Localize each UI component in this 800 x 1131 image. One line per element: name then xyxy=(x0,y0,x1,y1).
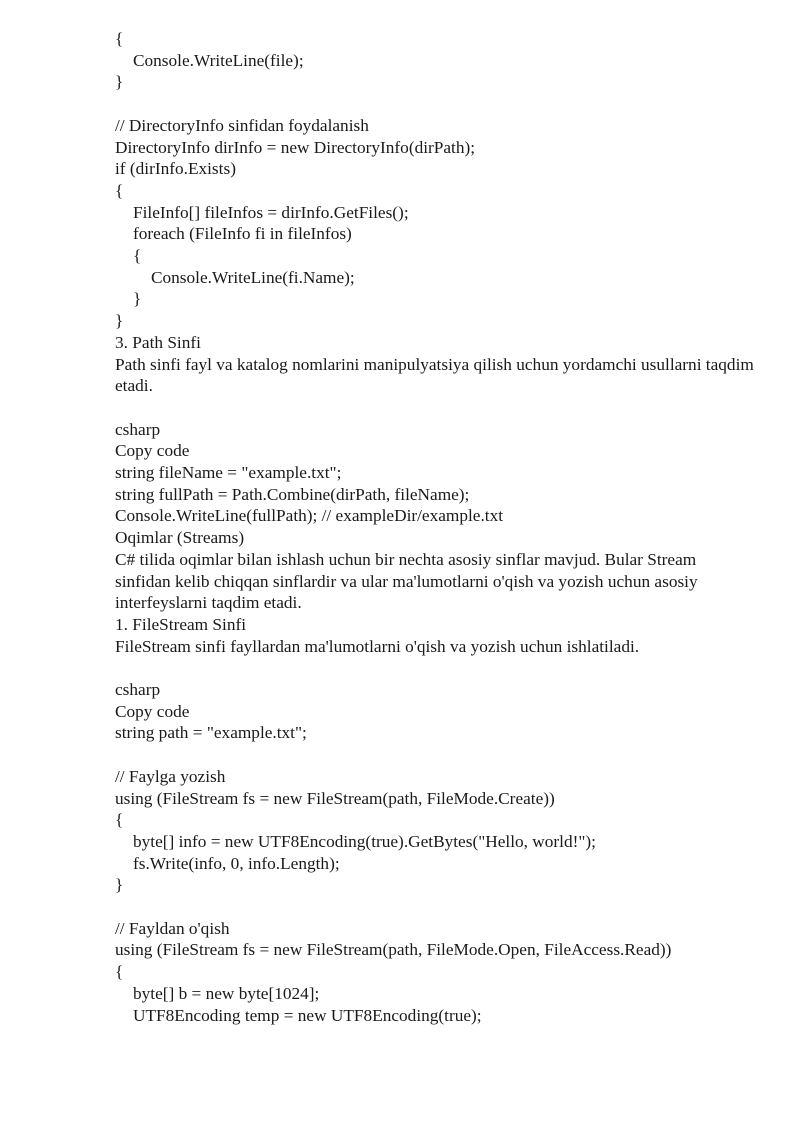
blank-line xyxy=(115,744,755,766)
text-line: } xyxy=(115,875,124,895)
text-line: fs.Write(info, 0, info.Length); xyxy=(133,853,340,873)
text-line: csharp xyxy=(115,680,161,700)
text-line: Copy code xyxy=(115,701,190,721)
text-line: using (FileStream fs = new FileStream(path, FileMode.Create)) xyxy=(115,788,555,808)
blank-line xyxy=(115,397,755,419)
text-line: } xyxy=(115,72,124,92)
paragraph: FileStream sinfi fayllardan ma'lumotlarni o'qish va yozish uchun ishlatiladi. xyxy=(115,636,640,656)
text-line: byte[] info = new UTF8Encoding(true).GetBytes("Hello, world!"); xyxy=(133,831,596,851)
text-line: { xyxy=(115,29,124,48)
text-line: Console.WriteLine(file); xyxy=(133,50,304,70)
text-line: if (dirInfo.Exists) xyxy=(115,159,236,179)
text-line: } xyxy=(115,311,124,331)
text-line: FileInfo[] fileInfos = dirInfo.GetFiles(); xyxy=(133,202,409,222)
text-line: Console.WriteLine(fullPath); // exampleDir/example.txt xyxy=(115,506,504,526)
text-line: // Faylga yozish xyxy=(115,766,226,786)
text-line: { xyxy=(133,246,142,266)
text-line: { xyxy=(115,962,124,982)
text-line: UTF8Encoding temp = new UTF8Encoding(true); xyxy=(133,1005,482,1025)
text-line: byte[] b = new byte[1024]; xyxy=(133,983,320,1003)
paragraph: C# tilida oqimlar bilan ishlash uchun bir nechta asosiy sinflar mavjud. Bular Stream sinfidan kelib chiqqan sinflardir va ular ma'lumotlarni o'qish va yozish uchun asosiy interfeyslarni taqdim etadi. xyxy=(115,549,698,613)
text-line: Console.WriteLine(fi.Name); xyxy=(151,267,355,287)
blank-line xyxy=(115,657,755,679)
text-line: string fileName = "example.txt"; xyxy=(115,463,342,483)
text-line: foreach (FileInfo fi in fileInfos) xyxy=(133,224,352,244)
text-line: { xyxy=(115,810,124,830)
blank-line xyxy=(115,896,755,918)
text-line: // Fayldan o'qish xyxy=(115,918,230,938)
text-line: csharp xyxy=(115,419,161,439)
blank-line xyxy=(115,93,755,115)
text-line: string path = "example.txt"; xyxy=(115,723,307,743)
text-line: // DirectoryInfo sinfidan foydalanish xyxy=(115,115,369,135)
text-line: using (FileStream fs = new FileStream(path, FileMode.Open, FileAccess.Read)) xyxy=(115,940,672,960)
text-line: Oqimlar (Streams) xyxy=(115,528,245,548)
text-line: string fullPath = Path.Combine(dirPath, fileName); xyxy=(115,484,470,504)
paragraph: Path sinfi fayl va katalog nomlarini manipulyatsiya qilish uchun yordamchi usullarni taqdim etadi. xyxy=(115,354,754,396)
text-line: Copy code xyxy=(115,441,190,461)
text-line: 1. FileStream Sinfi xyxy=(115,614,247,634)
text-line: { xyxy=(115,180,124,200)
text-line: DirectoryInfo dirInfo = new DirectoryInfo(dirPath); xyxy=(115,137,476,157)
document-body xyxy=(115,28,755,1026)
text-line: 3. Path Sinfi xyxy=(115,332,201,352)
text-line: } xyxy=(133,289,142,309)
